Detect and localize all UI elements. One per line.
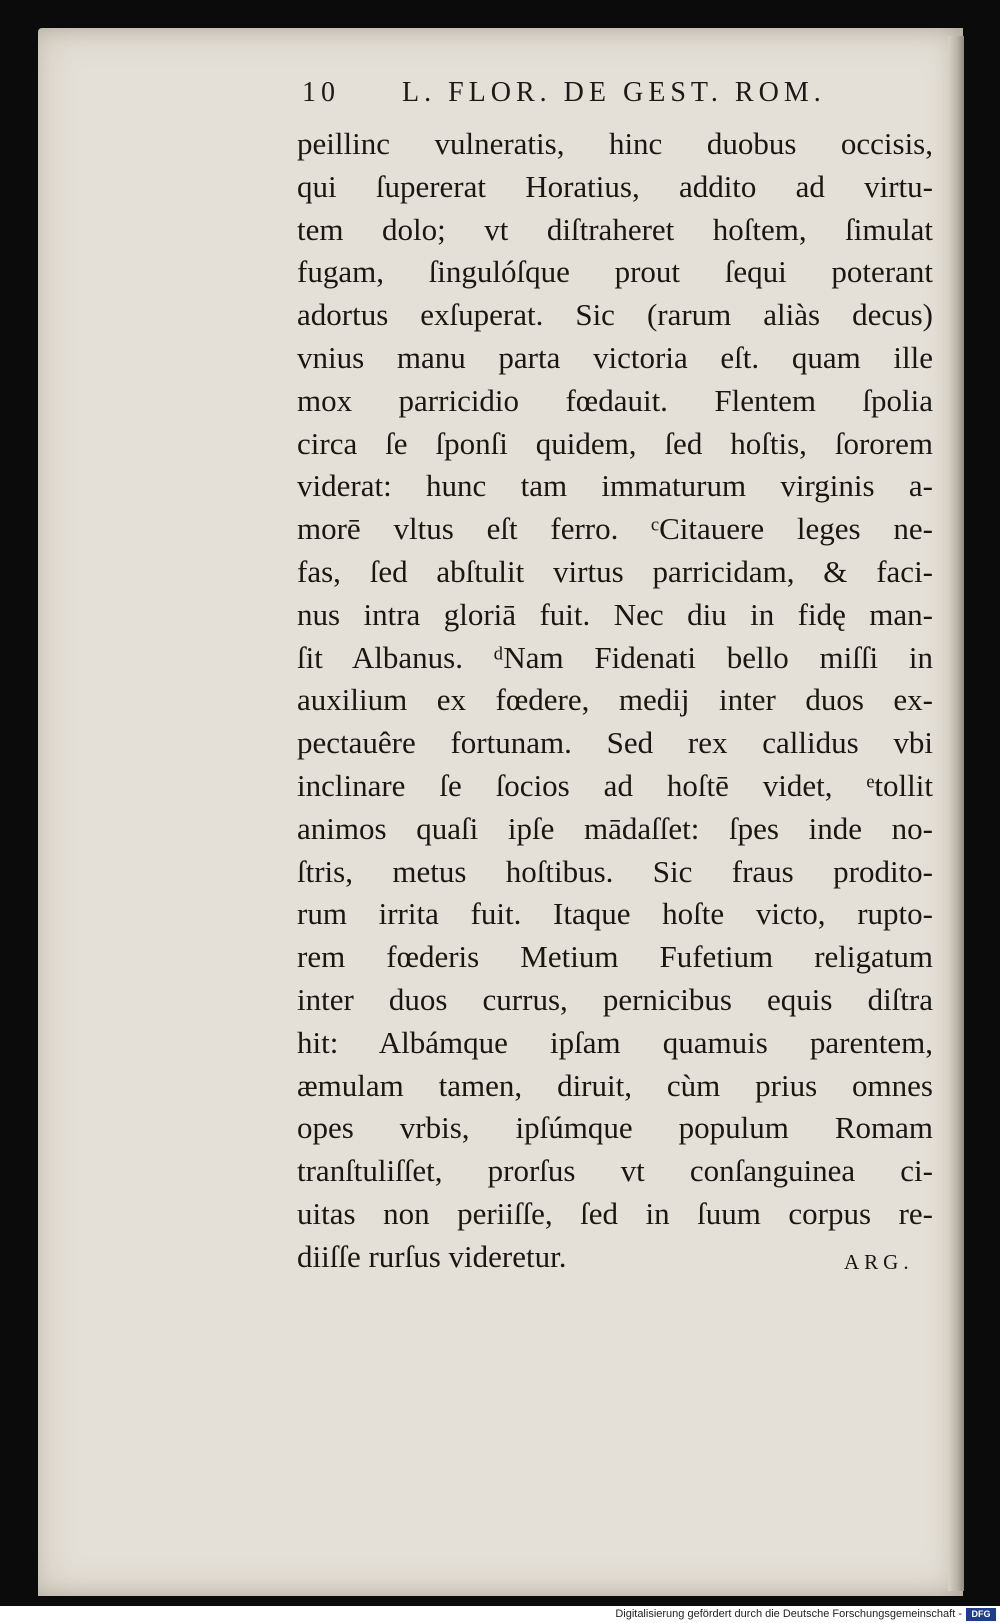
page-edge xyxy=(948,36,964,1591)
text-line: qui ſupererat Horatius, addito ad virtu- xyxy=(297,168,933,204)
catchword: ARG. xyxy=(844,1250,914,1274)
text-line: ſtris, metus hoſtibus. Sic fraus prodito- xyxy=(297,853,933,889)
text-line: nus intra gloriā fuit. Nec diu in fidę man- xyxy=(297,596,933,632)
text-line: uitas non periiſſe, ſed in ſuum corpus re- xyxy=(297,1195,933,1231)
text-line: pectauêre fortunam. Sed rex callidus vbi xyxy=(297,725,933,761)
page-number: 10 xyxy=(302,77,340,108)
text-line: animos quaſi ipſe mādaſſet: ſpes inde no- xyxy=(297,810,933,846)
text-line: viderat: hunc tam immaturum virginis a- xyxy=(297,468,933,504)
digitization-footer xyxy=(0,1606,1000,1623)
text-line: tranſtuliſſet, prorſus vt conſanguinea ci- xyxy=(297,1153,933,1189)
text-line: fas, ſed abſtulit virtus parricidam, & faci- xyxy=(297,553,933,589)
text-line: ſit Albanus. ᵈNam Fidenati bello miſſi in xyxy=(297,639,933,675)
text-line: peillinc vulneratis, hinc duobus occisis, xyxy=(297,126,933,161)
running-head xyxy=(302,77,882,117)
text-line: opes vrbis, ipſúmque populum Romam xyxy=(297,1110,933,1146)
text-line: mox parricidio fœdauit. Flentem ſpolia xyxy=(297,382,933,418)
running-title: L. FLOR. DE GEST. ROM. xyxy=(402,77,826,108)
text-line: æmulam tamen, diruit, cùm prius omnes xyxy=(297,1067,933,1103)
dfg-logo: DFG xyxy=(966,1608,996,1621)
text-line: hit: Albámque ipſam quamuis parentem, xyxy=(297,1024,933,1060)
text-line: rem fœderis Metium Fufetium religatum xyxy=(297,939,933,975)
text-line: inclinare ſe ſocios ad hoſtē videt, ᵉtollit xyxy=(297,767,933,803)
text-line: inter duos currus, pernicibus equis diſtra xyxy=(297,981,933,1017)
text-line: vnius manu parta victoria eſt. quam ille xyxy=(297,339,933,375)
text-line: auxilium ex fœdere, medij inter duos ex- xyxy=(297,682,933,718)
text-line: fugam, ſingulóſque prout ſequi poterant xyxy=(297,254,933,290)
text-line: tem dolo; vt diſtraheret hoſtem, ſimulat xyxy=(297,211,933,247)
text-line: rum irrita fuit. Itaque hoſte victo, rupto- xyxy=(297,896,933,932)
text-line: morē vltus eſt ferro. ᶜCitauere leges ne- xyxy=(297,511,933,547)
text-line: circa ſe ſponſi quidem, ſed hoſtis, ſororem xyxy=(297,425,933,461)
body-text xyxy=(297,123,933,1279)
text-line: adortus exſuperat. Sic (rarum aliàs decus) xyxy=(297,297,933,333)
text-line: diiſſe rurſus videretur. xyxy=(297,1238,567,1274)
footer-credit: Digitalisierung gefördert durch die Deutsche Forschungsgemeinschaft - xyxy=(615,1608,962,1620)
